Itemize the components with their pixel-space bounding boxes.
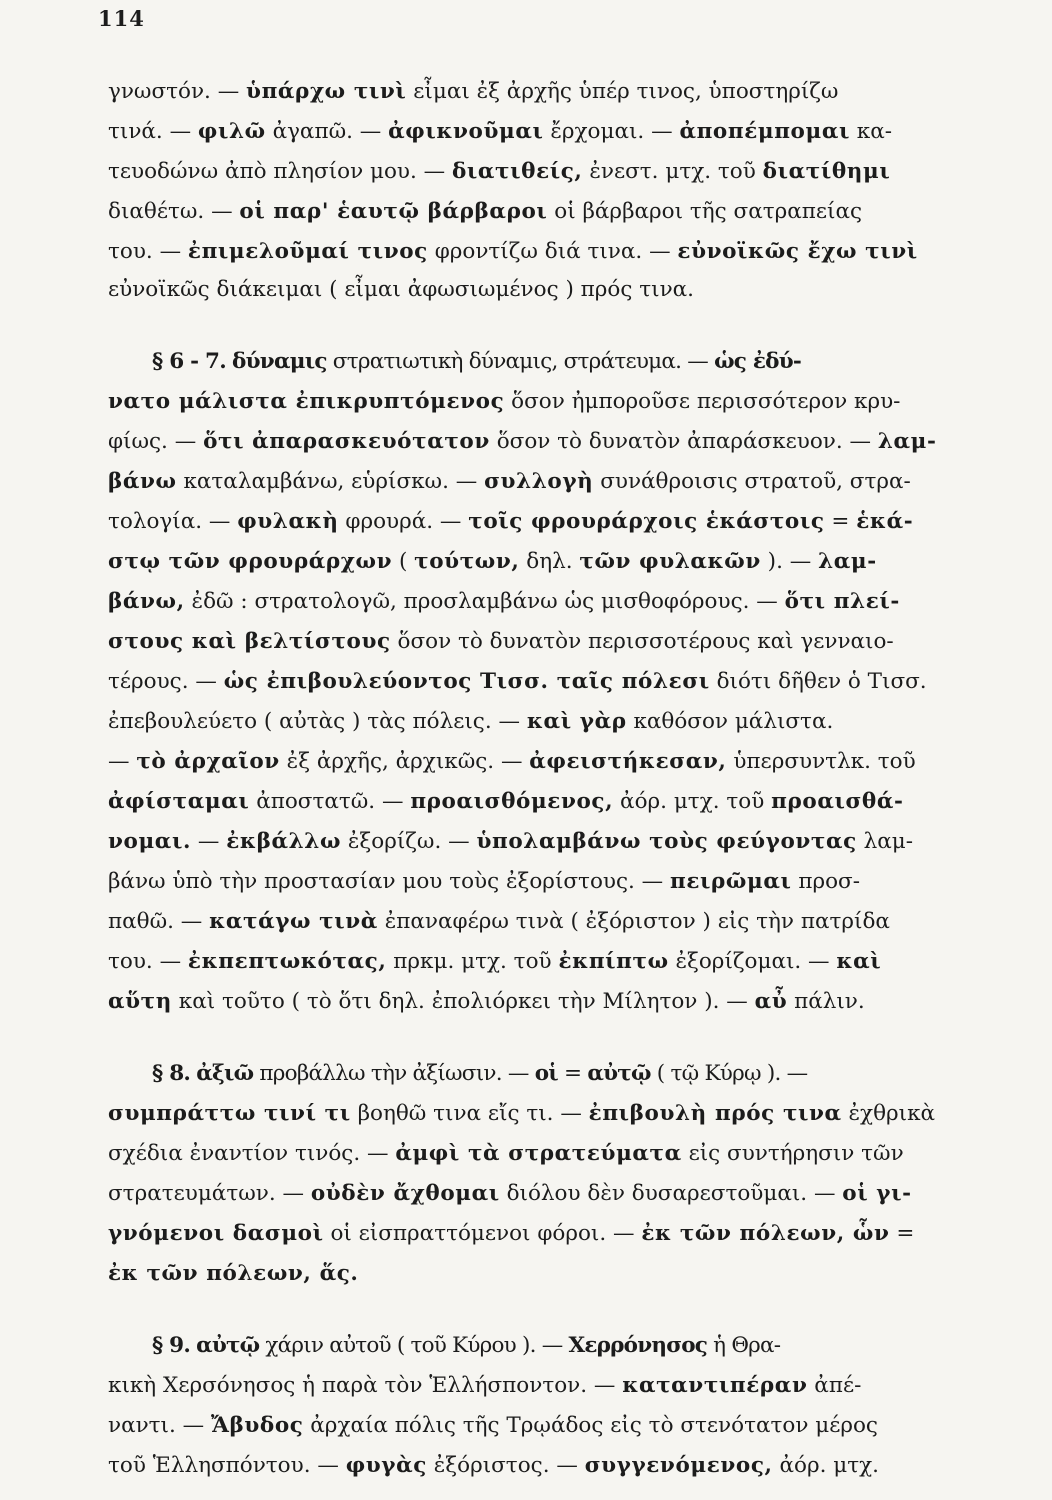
text-line bbox=[152, 1054, 1022, 1094]
lemma-term: ὅτι πλεί- bbox=[784, 589, 900, 614]
gloss-text: εἶμαι ἐξ ἀρχῆς ὑπέρ τινος, ὑποστηρίζω bbox=[406, 79, 839, 104]
lemma-term: τοῖς φρουράρχοις ἑκάστοις bbox=[468, 509, 825, 534]
lemma-term: προαισθά- bbox=[771, 789, 904, 814]
page-number: 114 bbox=[98, 6, 145, 31]
lemma-term: στους καὶ βελτίστους bbox=[108, 629, 391, 654]
lemma-term: φυγὰς bbox=[345, 1453, 427, 1478]
gloss-text: βάνω ὑπὸ τὴν προστασίαν μου τοὺς ἐξορίστους. — bbox=[108, 869, 671, 894]
gloss-text: χάριν αὐτοῦ ( τοῦ Κύρου ). — bbox=[259, 1333, 569, 1358]
gloss-text: καὶ τοῦτο ( τὸ ὅτι δηλ. ἐπολιόρκει τὴν Μίλητον ). — bbox=[171, 989, 755, 1014]
text-line bbox=[108, 1094, 978, 1134]
gloss-text: ἀγαπῶ. — bbox=[265, 119, 389, 144]
gloss-text: του. — bbox=[108, 239, 188, 264]
text-line bbox=[108, 1406, 978, 1446]
lemma-term: τὸ ἀρχαῖον bbox=[136, 749, 280, 774]
gloss-text: φροντίζω διά τινα. — bbox=[427, 239, 678, 264]
text-line bbox=[108, 72, 978, 112]
gloss-text: διαθέτω. — bbox=[108, 199, 240, 224]
gloss-text: ἐξ ἀρχῆς, ἀρχικῶς. — bbox=[279, 749, 530, 774]
gloss-text: βοηθῶ τινα εἴς τι. — bbox=[350, 1101, 589, 1126]
lemma-term: λαμ- bbox=[818, 549, 877, 574]
lemma-term: § 9. bbox=[152, 1333, 191, 1358]
gloss-text: — bbox=[191, 829, 227, 854]
gloss-text: πάλιν. bbox=[787, 989, 865, 1014]
gloss-text: τευοδώνω ἀπὸ πλησίον μου. — bbox=[108, 159, 452, 184]
text-line bbox=[108, 1214, 978, 1254]
lemma-term: νατο μάλιστα ἐπικρυπτόμενος bbox=[108, 389, 505, 414]
text-line bbox=[108, 192, 978, 232]
gloss-text: πρκμ. μτχ. τοῦ bbox=[386, 949, 559, 974]
text-line bbox=[108, 1254, 978, 1294]
lemma-term: ὡς ἐδύ- bbox=[714, 349, 802, 374]
lemma-term: τούτων, bbox=[414, 549, 520, 574]
lemma-term: ἀφικνοῦμαι bbox=[388, 119, 544, 144]
lemma-term: τῶν φυλακῶν bbox=[579, 549, 761, 574]
lemma-term: συμπράττω τινί τι bbox=[108, 1101, 351, 1126]
text-line bbox=[108, 542, 978, 582]
gloss-text: κικὴ Χερσόνησος ἡ παρὰ τὸν Ἑλλήσποντον. — bbox=[108, 1373, 623, 1398]
gloss-text: ἐξορίζω. — bbox=[341, 829, 477, 854]
lemma-term: κατάγω τινὰ bbox=[209, 909, 378, 934]
gloss-text: = bbox=[824, 509, 857, 534]
gloss-text: ὑπερσυντλκ. τοῦ bbox=[726, 749, 916, 774]
text-line bbox=[108, 662, 978, 702]
lemma-term: αὕτη bbox=[108, 989, 172, 1014]
text-line bbox=[108, 270, 978, 310]
gloss-text: = bbox=[557, 1061, 588, 1086]
lemma-term: § 6 - 7. bbox=[152, 349, 226, 374]
lemma-term: οἱ παρ' ἑαυτῷ βάρβαροι bbox=[239, 199, 548, 224]
gloss-text: κα- bbox=[849, 119, 893, 144]
gloss-text: ἐξορίζομαι. — bbox=[668, 949, 837, 974]
gloss-text: καθόσον μάλιστα. bbox=[626, 709, 834, 734]
lemma-term: αὖ bbox=[754, 989, 788, 1014]
text-line bbox=[152, 1326, 1022, 1366]
lemma-term: καταντιπέραν bbox=[622, 1373, 808, 1398]
gloss-text: εὐνοϊκῶς διάκειμαι ( εἶμαι ἀφωσιωμένος ) πρός τινα. bbox=[108, 277, 695, 302]
text-line bbox=[108, 232, 978, 272]
lemma-term: ἐκπεπτωκότας, bbox=[187, 949, 387, 974]
gloss-text: εἰς συντήρησιν τῶν bbox=[681, 1141, 904, 1166]
gloss-text: φρουρά. — bbox=[338, 509, 469, 534]
gloss-text: ἀποστατῶ. — bbox=[249, 789, 411, 814]
text-line bbox=[108, 742, 978, 782]
lemma-term: αὐτῷ bbox=[587, 1061, 651, 1086]
lemma-term: νομαι. bbox=[108, 829, 192, 854]
gloss-text: — bbox=[108, 749, 137, 774]
lemma-term: ἐπιμελοῦμαί τινος bbox=[187, 239, 428, 264]
lemma-term: βάνω, bbox=[108, 589, 185, 614]
gloss-text: τοῦ Ἑλλησπόντου. — bbox=[108, 1453, 346, 1478]
lemma-term: φιλῶ bbox=[197, 119, 266, 144]
gloss-text: ἐχθρικὰ bbox=[841, 1101, 936, 1126]
gloss-text: τολογία. — bbox=[108, 509, 238, 534]
text-line bbox=[108, 902, 978, 942]
gloss-text: ἐνεστ. μτχ. τοῦ bbox=[582, 159, 763, 184]
text-line bbox=[108, 112, 978, 152]
lemma-term: συλλογὴ bbox=[484, 469, 594, 494]
lemma-term: αὐτῷ bbox=[196, 1333, 260, 1358]
lemma-term: ἐκπίπτω bbox=[558, 949, 669, 974]
lemma-term: πειρῶμαι bbox=[670, 869, 792, 894]
text-line bbox=[108, 382, 978, 422]
gloss-text: ( τῷ Κύρῳ ). — bbox=[650, 1061, 808, 1086]
lemma-term: ὑπολαμβάνω τοὺς φεύγοντας bbox=[476, 829, 857, 854]
gloss-text: λαμ- bbox=[856, 829, 914, 854]
lemma-term: γνόμενοι δασμοὶ bbox=[108, 1221, 324, 1246]
text-line bbox=[108, 502, 978, 542]
gloss-text: = bbox=[889, 1221, 915, 1246]
lemma-term: διατίθημι bbox=[762, 159, 891, 184]
text-line bbox=[108, 982, 978, 1022]
text-line bbox=[108, 622, 978, 662]
gloss-text: ὅσον τὸ δυνατὸν περισσοτέρους καὶ γενναιο- bbox=[390, 629, 894, 654]
gloss-text: ὅσον ἠμποροῦσε περισσότερον κρυ- bbox=[504, 389, 901, 414]
gloss-text: καταλαμβάνω, εὑρίσκω. — bbox=[176, 469, 485, 494]
lemma-term: ἐκ τῶν πόλεων, ἅς. bbox=[108, 1261, 359, 1286]
gloss-text: προβάλλω τὴν ἀξίωσιν. — bbox=[253, 1061, 535, 1086]
lemma-term: φυλακὴ bbox=[237, 509, 339, 534]
gloss-text: προσ- bbox=[791, 869, 860, 894]
text-line bbox=[108, 152, 978, 192]
gloss-text: διότι δῆθεν ὁ Τισσ. bbox=[709, 669, 927, 694]
lemma-term: προαισθόμενος, bbox=[410, 789, 614, 814]
lemma-term: οἱ bbox=[534, 1061, 558, 1086]
lemma-term: εὐνοϊκῶς ἔχω τινὶ bbox=[677, 239, 918, 264]
lemma-term: § 8. bbox=[152, 1061, 191, 1086]
gloss-text: ἀόρ. μτχ. bbox=[772, 1453, 879, 1478]
gloss-text: οἱ βάρβαροι τῆς σατραπείας bbox=[547, 199, 863, 224]
gloss-text: σχέδια ἐναντίον τινός. — bbox=[108, 1141, 396, 1166]
gloss-text: γνωστόν. — bbox=[108, 79, 247, 104]
lemma-term: καὶ γὰρ bbox=[526, 709, 627, 734]
gloss-text: στρατευμάτων. — bbox=[108, 1181, 311, 1206]
lemma-term: ἀφειστήκεσαν, bbox=[529, 749, 727, 774]
lemma-term: δύναμις bbox=[232, 349, 327, 374]
gloss-text: ( bbox=[392, 549, 415, 574]
gloss-text: φίως. — bbox=[108, 429, 204, 454]
lemma-term: ἐκβάλλω bbox=[226, 829, 342, 854]
gloss-text: ἔρχομαι. — bbox=[543, 119, 680, 144]
text-line bbox=[108, 1174, 978, 1214]
lemma-term: λαμ- bbox=[877, 429, 937, 454]
lemma-term: ἑκά- bbox=[856, 509, 914, 534]
gloss-text: ἀπέ- bbox=[807, 1373, 862, 1398]
gloss-text: τέρους. — bbox=[108, 669, 224, 694]
lemma-term: ὑπάρχω τινὶ bbox=[246, 79, 407, 104]
gloss-text: ἐπεβουλεύετο ( αὐτὰς ) τὰς πόλεις. — bbox=[108, 709, 527, 734]
gloss-text: παθῶ. — bbox=[108, 909, 210, 934]
text-line bbox=[108, 702, 978, 742]
text-line bbox=[108, 942, 978, 982]
gloss-text: ἀόρ. μτχ. τοῦ bbox=[613, 789, 772, 814]
text-line bbox=[108, 1446, 978, 1486]
text-line bbox=[108, 462, 978, 502]
lemma-term: ἀποπέμπομαι bbox=[679, 119, 850, 144]
gloss-text: ). — bbox=[760, 549, 819, 574]
text-line bbox=[108, 1134, 978, 1174]
gloss-text: ἐξόριστος. — bbox=[426, 1453, 585, 1478]
gloss-text: ναντι. — bbox=[108, 1413, 211, 1438]
lemma-term: ὅτι ἀπαρασκευότατον bbox=[203, 429, 490, 454]
lemma-term: Χερρόνησος bbox=[568, 1333, 708, 1358]
text-line bbox=[108, 822, 978, 862]
text-line bbox=[108, 862, 978, 902]
gloss-text: τινά. — bbox=[108, 119, 198, 144]
lemma-term: οἱ γι- bbox=[842, 1181, 912, 1206]
gloss-text: στρατιωτικὴ δύναμις, στράτευμα. — bbox=[326, 349, 715, 374]
lemma-term: ἀξιῶ bbox=[196, 1061, 254, 1086]
lemma-term: οὐδὲν ἄχθομαι bbox=[310, 1181, 500, 1206]
gloss-text: ἀρχαία πόλις τῆς Τρῳάδος εἰς τὸ στενότατον μέρος bbox=[303, 1413, 878, 1438]
gloss-text: συνάθροισις στρατοῦ, στρα- bbox=[593, 469, 911, 494]
gloss-text: ἐδῶ : στρατολογῶ, προσλαμβάνω ὡς μισθοφόρους. — bbox=[184, 589, 785, 614]
lemma-term: ἐκ τῶν πόλεων, ὧν bbox=[641, 1221, 890, 1246]
gloss-text: ἡ Θρα- bbox=[707, 1333, 781, 1358]
lemma-term: συγγενόμενος, bbox=[584, 1453, 773, 1478]
lemma-term: στῳ τῶν φρουράρχων bbox=[108, 549, 393, 574]
gloss-text: δηλ. bbox=[519, 549, 580, 574]
gloss-text: του. — bbox=[108, 949, 188, 974]
lemma-term: Ἄβυδος bbox=[211, 1413, 304, 1438]
gloss-text: οἱ εἰσπραττόμενοι φόροι. — bbox=[323, 1221, 642, 1246]
lemma-term: ἀφίσταμαι bbox=[108, 789, 250, 814]
text-line bbox=[108, 422, 978, 462]
lemma-term: διατιθείς, bbox=[451, 159, 583, 184]
lemma-term: ἀμφὶ τὰ στρατεύματα bbox=[395, 1141, 682, 1166]
lemma-term: ὡς ἐπιβουλεύοντος Τισσ. ταῖς πόλεσι bbox=[223, 669, 710, 694]
text-line bbox=[108, 1366, 978, 1406]
lemma-term: καὶ bbox=[836, 949, 882, 974]
text-line bbox=[152, 342, 1022, 382]
gloss-text: ὅσον τὸ δυνατὸν ἀπαράσκευον. — bbox=[489, 429, 878, 454]
lemma-term: βάνω bbox=[108, 469, 177, 494]
gloss-text: διόλου δὲν δυσαρεστοῦμαι. — bbox=[499, 1181, 843, 1206]
lemma-term: ἐπιβουλὴ πρός τινα bbox=[588, 1101, 842, 1126]
text-line bbox=[108, 782, 978, 822]
gloss-text: ἐπαναφέρω τινὰ ( ἐξόριστον ) εἰς τὴν πατρίδα bbox=[377, 909, 890, 934]
text-line bbox=[108, 582, 978, 622]
